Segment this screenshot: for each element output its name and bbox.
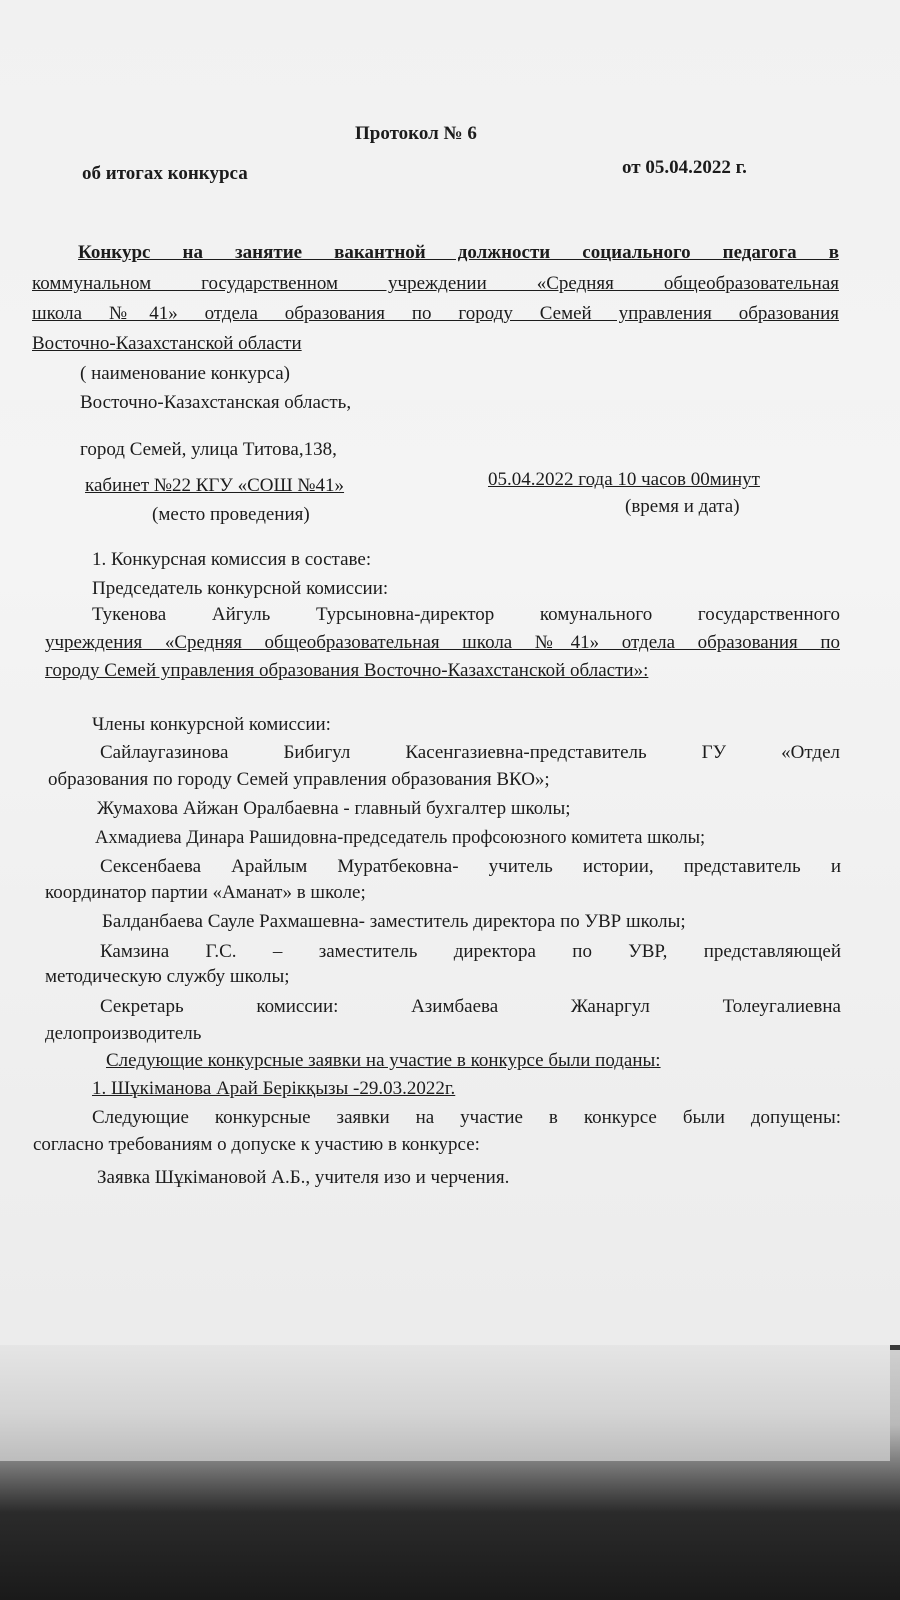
- chair-line-1: Тукенова Айгуль Турсыновна-директор комунального государственного: [92, 604, 840, 625]
- member-line-1: Сайлаугазинова Бибигул Касенгазиевна-представитель ГУ «Отдел: [100, 742, 840, 763]
- member-line-4: Ахмадиева Динара Рашидовна-председатель профсоюзного комитета школы;: [95, 828, 706, 848]
- commission-heading: 1. Конкурсная комиссия в составе:: [92, 549, 372, 570]
- submitted-heading: Следующие конкурсные заявки на участие в конкурсе были поданы:: [106, 1050, 661, 1071]
- protocol-title: Протокол № 6: [355, 123, 477, 144]
- member-line-9: методическую службу школы;: [45, 966, 290, 987]
- chair-line-2: учреждения «Средняя общеобразовательная школа №41» отдела образования по: [45, 632, 840, 653]
- protocol-subtitle: об итогах конкурса: [82, 163, 248, 184]
- contest-address: город Семей, улица Титова,138,: [80, 439, 337, 460]
- contest-place-caption: (место проведения): [152, 504, 310, 525]
- secretary-line-2: делопроизводитель: [45, 1023, 202, 1044]
- contest-datetime-caption: (время и дата): [625, 496, 740, 517]
- member-line-6: координатор партии «Аманат» в школе;: [45, 882, 366, 903]
- contest-name-caption: ( наименование конкурса): [80, 363, 290, 384]
- member-line-3: Жумахова Айжан Оралбаевна - главный бухгалтер школы;: [97, 798, 571, 819]
- contest-name-line-2: коммунальном государственном учреждении «Средняя общеобразовательная: [32, 273, 839, 294]
- contest-name-line-4: Восточно-Казахстанской области: [32, 333, 302, 354]
- contest-place: кабинет №22 КГУ «СОШ №41»: [85, 475, 345, 496]
- contest-region: Восточно-Казахстанская область,: [80, 392, 352, 413]
- contest-name-line-1: Конкурс на занятие вакантной должности социального педагога в: [78, 242, 839, 263]
- submitted-item: 1. Шұкіманова Арай Берікқызы -29.03.2022г.: [92, 1078, 456, 1099]
- protocol-date: от 05.04.2022 г.: [622, 157, 747, 178]
- member-line-5: Сексенбаева Арайлым Муратбековна- учитель истории, представитель и: [100, 856, 841, 877]
- admitted-item: Заявка Шұкімановой А.Б., учителя изо и черчения.: [97, 1167, 510, 1188]
- member-line-7: Балданбаева Сауле Рахмашевна- заместитель директора по УВР школы;: [102, 911, 686, 932]
- admitted-line-2: согласно требованиям о допуске к участию в конкурсе:: [33, 1134, 480, 1155]
- plastic-sleeve: [0, 1340, 890, 1461]
- contest-datetime: 05.04.2022 года 10 часов 00минут: [488, 469, 760, 490]
- members-label: Члены конкурсной комиссии:: [92, 714, 331, 735]
- contest-name-line-3: школа №41» отдела образования по городу Семей управления образования: [32, 303, 839, 324]
- member-line-2: образования по городу Семей управления образования ВКО»;: [48, 769, 550, 790]
- admitted-line-1: Следующие конкурсные заявки на участие в конкурсе были допущены:: [92, 1107, 841, 1128]
- secretary-line-1: Секретарь комиссии: Азимбаева Жанаргул Толеугалиевна: [100, 996, 841, 1017]
- chair-line-3: городу Семей управления образования Восточно-Казахстанской области»:: [45, 660, 649, 681]
- chair-label: Председатель конкурсной комиссии:: [92, 578, 389, 599]
- member-line-8: Камзина Г.С. – заместитель директора по УВР, представляющей: [100, 941, 841, 962]
